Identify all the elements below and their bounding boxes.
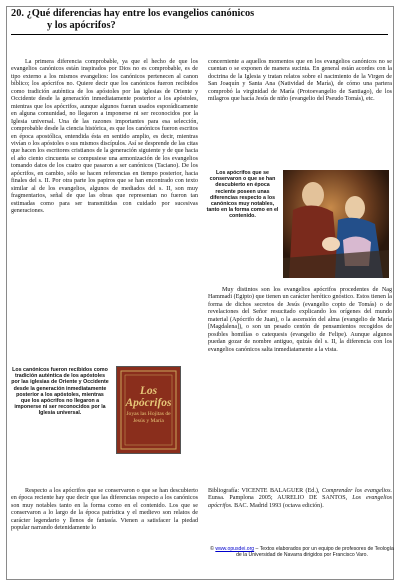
title-line-2: y los apócrifos? bbox=[47, 19, 116, 31]
ref2-title: Los evangelios apócrifos. bbox=[208, 495, 393, 509]
left-column-top bbox=[11, 59, 198, 216]
footer bbox=[208, 546, 396, 558]
book-cover-image bbox=[116, 366, 181, 454]
bibliography bbox=[208, 488, 392, 510]
ref1-author: VICENTE BALAGUER (Ed.), bbox=[241, 488, 320, 494]
paragraph-legendary: concerniente a aquellos momentos que en los evangelios canónicos no se cuentan o se exponen de manera sucinta. En general están acordes con la doctrina de la Iglesia y tratan relatos sobre el nacimiento de la Virgen de San Joaquín y Santa Ana (Natividad de María), de cómo una partera comprobó la virginidad de María (Protoevangelio de Santiago), de los milagros que hacía Jesús de niño (evangelio del Pseudo Tomás), etc. bbox=[208, 59, 392, 103]
ref2-rest: BAC. Madrid 1993 (octava edición). bbox=[234, 502, 324, 509]
ref2-author: AURELIO DE SANTOS, bbox=[277, 495, 348, 502]
copyright-symbol: © bbox=[210, 546, 214, 552]
paragraph-canon: La primera diferencia comprobable, ya que el hecho de que los evangelios canónicos están inspirados por Dios no es comprobable, es de tipo externo a los mismos evangelios: los canónicos pertenecen al canon bíblico; los apócrifos no. Quiere decir que los canónicos fueron recibidos como tradición auténtica de los apóstoles por las iglesias de Oriente y Occidente desde la generación inmediatamente posterior a los apóstoles, mientras que los apócrifos, aunque algunos fueran usados esporádicamente en alguna comunidad, no llegaron a imponerse ni ser reconocidos por la Iglesia universal. Una de las razones importantes para esa selección, comprobable desde la ciencia histórica, es que los canónicos fueron escritos en época apostólica, entendida ésta en sentido amplio, es decir, mientras vivían o los apóstoles o sus mismos discípulos. Así se desprende de las citas que hacen los escritores cristianos de la generación siguiente y de que hacia el año ciento cincuenta se compusiese una armonización de los evangelios tomando datos de los cuatro que pasaron a ser canónicos (Taciano). De los apócrifos, en cambio, sólo se hacen referencias en tiempo posterior, hacia finales del s. II. Por otra parte los papiros que se han encontrado con texto similar al de los evangelios, algunos de mediados del s. II, son muy fragmentarios, señal de que las obras que representan no fueron tan estimadas como para ser transmitidas con cuidado por sucesivas generaciones. bbox=[11, 59, 198, 215]
painting-illustration bbox=[283, 170, 389, 278]
book-cover-title: Los Apócrifos bbox=[125, 385, 172, 409]
book-caption: Los canónicos fueron recibidos como tradición auténtica de los apóstoles por las iglesias de Oriente y Occidente desde la generación inmediatamente posterior a los apóstoles, mientras que los apócrifos no llegaron a imponerse ni ser reconocidos por la Iglesia universal. bbox=[11, 367, 109, 417]
paragraph-apocryphal: Respecto a los apócrifos que se conservaron o que se han descubierto en época reciente hay que decir que las diferencias respecto a los canónicos son muy notables tanto en la forma como en el contenido. Los que se conservaron a lo largo de la época patrística y el medievo son relatos de carácter legendario y llenos de fantasía. Vienen a satisfacer la piedad popular narrando detenidamente lo bbox=[11, 488, 198, 532]
right-column-middle bbox=[208, 287, 392, 354]
right-column-top bbox=[208, 59, 392, 104]
title-rule bbox=[11, 34, 388, 35]
opusdei-link[interactable]: www.opusdei.org bbox=[215, 546, 255, 552]
bibliography-label: Bibliografía: bbox=[208, 488, 240, 494]
paragraph-nag-hammadi: Muy distintos son los evangelios apócrifos procedentes de Nag Hammadi (Egipto) que tienen un carácter herético gnóstico. Estos tienen la forma de dichos secretos de Jesús (evangelio copto de Tomás) o de revelaciones del Señor resucitado explicando los orígenes del mundo material (Apócrifo de Juan), o la ascensión del alma (evangelio de María [Magdalena]), o son un pesado centón de pensamientos recogidos de posibles homilías o catequesis (evangelio de Felipe). Aunque algunos puedan gozar de nombre antiguo, quizás del s. II, la diferencia con los evangelios canónicos salta inmediatamente a la vista. bbox=[208, 287, 392, 353]
ref1-title: Comprender los evangelios. bbox=[321, 488, 392, 494]
nativity-painting bbox=[283, 170, 389, 278]
book-cover-ornament bbox=[117, 367, 180, 453]
page-title bbox=[11, 8, 391, 31]
left-column-bottom bbox=[11, 488, 198, 533]
title-line-1: 20. ¿Qué diferencias hay entre los evangelios canónicos bbox=[11, 8, 255, 19]
footer-text: – Textos elaborados por un equipo de profesores de Teología de la Universidad de Navarra dirigidos por Francisco Varo. bbox=[236, 546, 394, 558]
painting-caption: Los apócrifos que se conservaron o que se han descubierto en época reciente poseen unas diferencias respecto a los canónicos muy notables, tanto en la forma como en el contenido. bbox=[206, 170, 279, 220]
ref1-rest: Eunsa. Pamplona 2005; bbox=[208, 495, 273, 502]
book-cover-subtitle: Joyas las Hojitas de Jesús y María bbox=[126, 411, 171, 424]
